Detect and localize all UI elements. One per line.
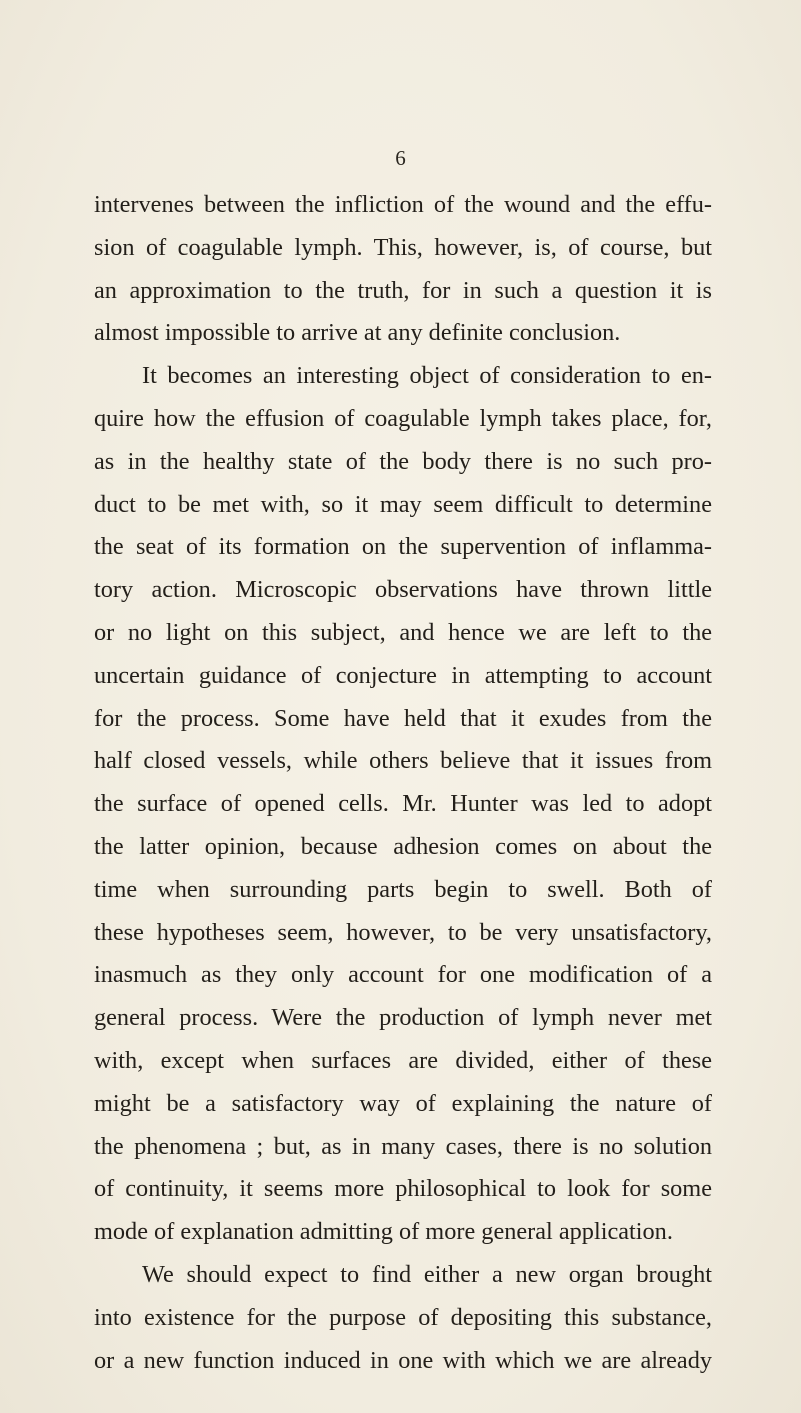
text-line: an approximation to the truth, for in such a question it is [94, 276, 712, 304]
text-line: as in the healthy state of the body there is no such pro- [94, 447, 712, 475]
text-line: uncertain guidance of conjecture in attempting to account [94, 661, 712, 689]
text-line: with, except when surfaces are divided, either of these [94, 1046, 712, 1074]
text-line: almost impossible to arrive at any definite conclusion. [94, 319, 621, 347]
text-line: these hypotheses seem, however, to be very unsatisfactory, [94, 918, 712, 946]
text-line: tory action. Microscopic observations have thrown little [94, 576, 712, 604]
text-line: We should expect to find either a new organ brought [142, 1260, 712, 1288]
text-line: inasmuch as they only account for one modification of a [94, 961, 712, 989]
text-line: quire how the effusion of coagulable lymph takes place, for, [94, 404, 712, 432]
text-line: or no light on this subject, and hence we are left to the [94, 618, 712, 646]
text-line: the seat of its formation on the supervention of inflamma- [94, 533, 712, 561]
page-number: 6 [395, 146, 406, 170]
text-line: It becomes an interesting object of consideration to en- [142, 362, 712, 390]
text-line: the surface of opened cells. Mr. Hunter was led to adopt [94, 790, 712, 818]
text-line: time when surrounding parts begin to swell. Both of [94, 875, 712, 903]
text-line: or a new function induced in one with which we are already [94, 1346, 712, 1374]
text-line: for the process. Some have held that it exudes from the [94, 704, 712, 732]
text-line: intervenes between the infliction of the wound and the effu- [94, 191, 712, 218]
text-line: sion of coagulable lymph. This, however, is, of course, but [94, 233, 712, 261]
text-line: the latter opinion, because adhesion comes on about the [94, 832, 712, 860]
text-line: might be a satisfactory way of explaining the nature of [94, 1089, 712, 1117]
body-text [94, 184, 712, 1382]
text-line: into existence for the purpose of depositing this substance, [94, 1303, 712, 1331]
text-line: half closed vessels, while others believe that it issues from [94, 747, 712, 775]
text-line: general process. Were the production of lymph never met [94, 1004, 712, 1032]
text-line: of continuity, it seems more philosophical to look for some [94, 1175, 712, 1203]
text-line: duct to be met with, so it may seem difficult to determine [94, 490, 712, 518]
text-line: the phenomena ; but, as in many cases, there is no solution [94, 1132, 712, 1160]
text-line: mode of explanation admitting of more general application. [94, 1218, 673, 1246]
